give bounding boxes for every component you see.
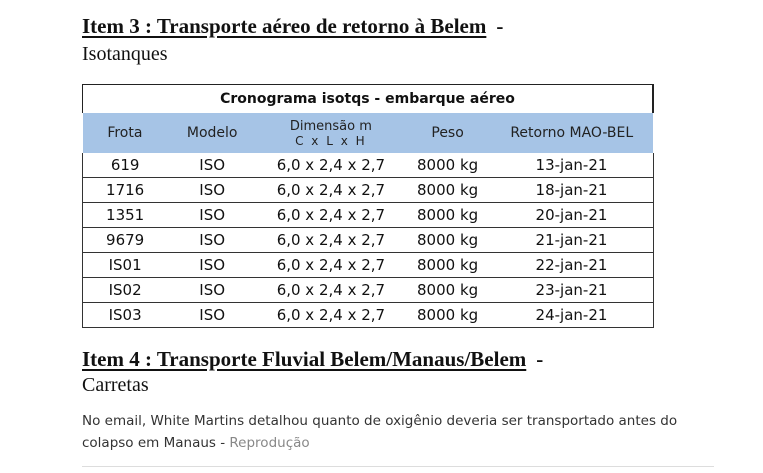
cell-retorno: 24-jan-21 [490,303,653,328]
table-header-row [83,113,654,153]
cell-modelo: ISO [167,303,257,328]
cell-modelo: ISO [167,228,257,253]
table-row [83,303,654,328]
cell-dimensao: 6,0 x 2,4 x 2,7 [257,228,405,253]
cell-retorno: 23-jan-21 [490,278,653,303]
cell-retorno: 18-jan-21 [490,178,653,203]
cell-peso: 8000 kg [405,253,491,278]
cell-frota: 1351 [83,203,168,228]
table-row [83,203,654,228]
header-peso: Peso [405,113,491,153]
cell-dimensao: 6,0 x 2,4 x 2,7 [257,153,405,178]
cell-modelo: ISO [167,253,257,278]
divider [82,466,714,467]
cell-peso: 8000 kg [405,203,491,228]
cell-peso: 8000 kg [405,228,491,253]
schedule-table [82,84,654,328]
cell-modelo: ISO [167,153,257,178]
cell-peso: 8000 kg [405,303,491,328]
table-row [83,178,654,203]
item4-heading-dash: - [536,347,544,371]
cell-peso: 8000 kg [405,178,491,203]
cell-dimensao: 6,0 x 2,4 x 2,7 [257,253,405,278]
cell-frota: 619 [83,153,168,178]
cell-frota: IS03 [83,303,168,328]
cell-retorno: 21-jan-21 [490,228,653,253]
header-dimensao-line1: Dimensão m [289,118,372,134]
item3-heading-text: Item 3 : Transporte aéreo de retorno à Belem [82,14,487,38]
item3-heading [82,14,503,39]
cell-frota: 1716 [83,178,168,203]
cell-modelo: ISO [167,178,257,203]
cell-dimensao: 6,0 x 2,4 x 2,7 [257,178,405,203]
image-caption [82,410,722,454]
cell-dimensao: 6,0 x 2,4 x 2,7 [257,203,405,228]
item4-subheading: Carretas [82,374,149,396]
cell-retorno: 13-jan-21 [490,153,653,178]
cell-frota: IS01 [83,253,168,278]
item4-heading [82,347,543,372]
table-row [83,153,654,178]
table-row [83,228,654,253]
item4-heading-text: Item 4 : Transporte Fluvial Belem/Manaus/Belem [82,347,527,371]
caption-credit: Reprodução [229,435,310,451]
caption-text: No email, White Martins detalhou quanto de oxigênio deveria ser transportado antes do colapso em Manaus - [82,413,678,451]
cell-retorno: 20-jan-21 [490,203,653,228]
cell-modelo: ISO [167,203,257,228]
header-dimensao-line2: C x L x H [295,133,367,148]
cell-peso: 8000 kg [405,153,491,178]
header-frota: Frota [83,113,168,153]
table-row [83,278,654,303]
cell-peso: 8000 kg [405,278,491,303]
cell-frota: 9679 [83,228,168,253]
cell-dimensao: 6,0 x 2,4 x 2,7 [257,278,405,303]
item3-subheading: Isotanques [82,43,168,65]
header-retorno: Retorno MAO-BEL [490,113,653,153]
header-modelo: Modelo [167,113,257,153]
table-row [83,253,654,278]
cell-modelo: ISO [167,278,257,303]
table-title: Cronograma isotqs - embarque aéreo [83,85,654,114]
item3-heading-dash: - [496,14,504,38]
cell-dimensao: 6,0 x 2,4 x 2,7 [257,303,405,328]
header-dimensao [257,113,405,153]
cell-frota: IS02 [83,278,168,303]
cell-retorno: 22-jan-21 [490,253,653,278]
